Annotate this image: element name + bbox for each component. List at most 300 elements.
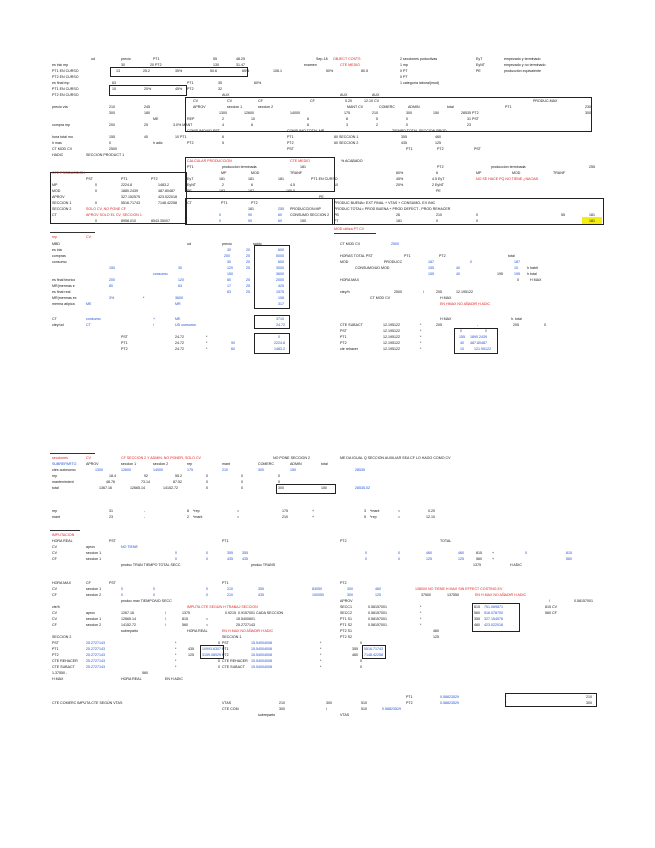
sheet-cell: 0 bbox=[406, 123, 408, 127]
sheet-cell: = bbox=[237, 515, 240, 519]
sheet-cell: TRANF bbox=[553, 171, 565, 175]
sheet-cell: H MAX bbox=[530, 278, 542, 282]
sheet-cell: 0.58157001 bbox=[574, 599, 593, 603]
sheet-cell: 80.5 bbox=[361, 69, 368, 73]
sheet-cell: 25 bbox=[246, 284, 250, 288]
sheet-cell: % ACABADO bbox=[341, 159, 363, 163]
sheet-cell: PE bbox=[319, 195, 324, 199]
sheet-cell: 25.2727143 bbox=[86, 665, 105, 669]
sheet-cell: CT MOD CV bbox=[340, 242, 361, 246]
sheet-cell: 15.54004008 bbox=[251, 647, 272, 651]
sheet-cell: PT1 EN CURSO bbox=[52, 69, 79, 73]
sheet-cell: 87.52 bbox=[173, 480, 182, 484]
sheet-cell: MOD bbox=[340, 260, 349, 264]
sheet-cell: 181 bbox=[589, 213, 595, 217]
sheet-cell: 181 bbox=[219, 177, 225, 181]
sheet-cell: 1890.2439 bbox=[470, 335, 487, 339]
sheet-cell: 60 SECCION 2 bbox=[334, 141, 359, 145]
sheet-cell: 60% bbox=[396, 171, 404, 175]
sheet-cell: 48.76 bbox=[106, 480, 115, 484]
sheet-cell: / bbox=[549, 599, 550, 603]
sheet-cell: 13 bbox=[116, 69, 120, 73]
sheet-cell: examen bbox=[304, 63, 317, 67]
sheet-cell: seccion 2 bbox=[86, 623, 102, 627]
sheet-cell: * bbox=[505, 701, 507, 705]
sheet-cell: 60 bbox=[231, 347, 235, 351]
sheet-cell: 185.5 bbox=[286, 189, 295, 193]
sheet-cell: 30 bbox=[178, 266, 182, 270]
sheet-cell: 1375 bbox=[473, 563, 481, 567]
sheet-cell: / bbox=[165, 623, 166, 627]
sheet-cell: 0 bbox=[485, 329, 487, 333]
sheet-cell: seccion 2 bbox=[86, 593, 102, 597]
sheet-cell: 435 bbox=[258, 593, 264, 597]
sheet-cell: ME bbox=[175, 317, 181, 321]
sheet-cell: consumo bbox=[86, 317, 101, 321]
sheet-cell: PT1 S2 bbox=[340, 623, 352, 627]
sheet-cell: 460 bbox=[458, 551, 464, 555]
sheet-cell: 0.58823529 bbox=[440, 701, 459, 705]
sheet-cell: 2224.8 bbox=[274, 341, 285, 345]
sheet-cell: 12.195122 bbox=[383, 341, 400, 345]
sheet-cell: * bbox=[175, 659, 177, 663]
sheet-cell: 300 bbox=[258, 468, 264, 472]
sheet-cell: 300 bbox=[347, 593, 353, 597]
sheet-cell: 510 bbox=[361, 701, 367, 705]
sheet-cell: PT2 bbox=[121, 347, 128, 351]
sheet-cell: 2500 bbox=[109, 147, 117, 151]
divider bbox=[334, 233, 376, 234]
sheet-cell: 0 bbox=[476, 213, 478, 217]
sheet-cell: 181 bbox=[396, 219, 402, 223]
sheet-cell: + bbox=[312, 509, 315, 513]
sheet-cell: SECCION PRODUCT 1 bbox=[86, 153, 125, 157]
sheet-cell: 18.4 bbox=[109, 474, 116, 478]
sheet-cell: 210 bbox=[586, 695, 592, 699]
sheet-cell: 2500 bbox=[391, 242, 399, 246]
sheet-cell: 25 bbox=[246, 266, 250, 270]
sheet-cell: 10 bbox=[334, 183, 338, 187]
sheet-cell: 60 bbox=[278, 219, 282, 223]
sheet-cell: PST bbox=[121, 335, 128, 339]
sheet-cell: 560 bbox=[476, 557, 482, 561]
sheet-cell: 1483.2 bbox=[274, 347, 285, 351]
sheet-cell: REP bbox=[187, 117, 195, 121]
sheet-cell: MP bbox=[221, 171, 227, 175]
sheet-cell: 210 bbox=[279, 701, 285, 705]
sheet-cell: PT1 bbox=[222, 581, 229, 585]
sheet-cell: PT1 bbox=[153, 57, 160, 61]
sheet-cell: 35 bbox=[218, 81, 222, 85]
sheet-cell: h adic bbox=[153, 141, 163, 145]
sheet-cell: 175 bbox=[344, 111, 350, 115]
sheet-cell: * bbox=[206, 335, 208, 339]
sheet-cell: 3600 bbox=[276, 272, 284, 276]
sheet-cell: CTE MEDIO bbox=[340, 63, 360, 67]
sheet-cell: * bbox=[206, 341, 208, 345]
sheet-cell: 181 bbox=[589, 219, 595, 223]
sheet-cell: 0 bbox=[175, 551, 177, 555]
sheet-cell: ADMIN bbox=[408, 105, 420, 109]
sheet-cell: H MAX bbox=[52, 677, 64, 681]
sheet-cell: CONSUMO/UD PST bbox=[187, 129, 220, 133]
sheet-cell: 560 bbox=[142, 671, 148, 675]
sheet-cell: = bbox=[237, 509, 240, 513]
sheet-cell: * bbox=[420, 335, 422, 339]
sheet-cell: 8543.35007 bbox=[151, 219, 170, 223]
sheet-cell: compra mp bbox=[52, 123, 70, 127]
sheet-cell: CONSUMO/UD MOD bbox=[355, 266, 390, 270]
sheet-cell: produccion terminada bbox=[491, 165, 526, 169]
sheet-cell: ME bbox=[86, 302, 92, 306]
sheet-cell: 0 PT bbox=[400, 69, 408, 73]
sheet-cell: 435 bbox=[401, 141, 407, 145]
sheet-cell: / bbox=[423, 290, 424, 294]
sheet-cell: 90 bbox=[248, 219, 252, 223]
sheet-cell: 3159.08929 bbox=[202, 653, 221, 657]
sheet-cell: 0.58157001 bbox=[368, 623, 387, 627]
sheet-cell: 181 bbox=[278, 177, 284, 181]
sheet-cell: 300 bbox=[585, 111, 591, 115]
sheet-cell: es inic bbox=[52, 248, 63, 252]
sheet-cell: 317 bbox=[278, 302, 284, 306]
sheet-cell: 150 bbox=[227, 272, 233, 276]
sheet-cell: PT1 bbox=[340, 335, 347, 339]
sheet-cell: HORA MAX bbox=[52, 581, 71, 585]
sheet-cell: PT2 bbox=[222, 653, 229, 657]
sheet-cell: 15.54004008 bbox=[251, 659, 272, 663]
sheet-cell: 0 bbox=[278, 480, 280, 484]
sheet-cell: 23 bbox=[109, 515, 113, 519]
table-border bbox=[505, 693, 597, 707]
sheet-cell: 1483.2 bbox=[158, 183, 169, 187]
sheet-cell: 180 bbox=[144, 111, 150, 115]
sheet-cell: total bbox=[447, 105, 454, 109]
sheet-cell: 25.2 bbox=[143, 69, 150, 73]
sheet-cell: HORA REAL bbox=[121, 677, 142, 681]
sheet-cell: PRODUCCION MP bbox=[290, 207, 321, 211]
sheet-cell: 24.72 bbox=[276, 323, 285, 327]
sheet-cell: CTE PRODUCCION bbox=[52, 171, 85, 175]
sheet-cell: seccion 1 bbox=[121, 462, 137, 466]
sheet-cell: PT1 bbox=[505, 105, 512, 109]
sheet-cell: PE bbox=[187, 189, 192, 193]
sheet-cell: producción equivalente bbox=[504, 69, 541, 73]
sheet-cell: 0.20 bbox=[428, 509, 435, 513]
sheet-cell: 23 bbox=[467, 123, 471, 127]
sheet-cell: * bbox=[175, 665, 177, 669]
sheet-cell: 40 bbox=[460, 341, 464, 345]
sheet-cell: * bbox=[206, 347, 208, 351]
sheet-cell: PT2 bbox=[52, 653, 59, 657]
sheet-cell: 0 bbox=[219, 213, 221, 217]
sheet-cell: SECCION 2 bbox=[52, 207, 72, 211]
sheet-cell: 73.14 bbox=[141, 480, 150, 484]
sheet-cell: 12.10 CV bbox=[364, 99, 379, 103]
sheet-cell: 25 bbox=[246, 278, 250, 282]
sheet-cell: aprov bbox=[86, 545, 95, 549]
sheet-cell: PRODUC BUENA= EXT FINAL + VTAS + CONSUMO- EX INIC bbox=[334, 201, 436, 205]
sheet-cell: + bbox=[492, 551, 495, 555]
sheet-cell: 210 bbox=[282, 515, 288, 519]
sheet-cell: h habit bbox=[527, 266, 538, 270]
sheet-cell: 5 bbox=[364, 515, 366, 519]
sheet-cell: CTE REHACER bbox=[222, 659, 248, 663]
sheet-cell: total bbox=[52, 486, 59, 490]
sheet-cell: 35% bbox=[175, 69, 183, 73]
sheet-cell: CV bbox=[86, 456, 91, 460]
sheet-cell: PST bbox=[340, 329, 347, 333]
sheet-cell: AUX bbox=[222, 93, 230, 97]
sheet-cell: 15.5400601 bbox=[236, 617, 255, 621]
sheet-cell: 423.022018 bbox=[158, 195, 177, 199]
sheet-cell: PST bbox=[287, 147, 294, 151]
sheet-cell: 8 bbox=[346, 117, 348, 121]
sheet-cell: + bbox=[153, 317, 156, 321]
sheet-cell: 200 bbox=[224, 254, 230, 258]
sheet-cell: 300 bbox=[406, 111, 412, 115]
sheet-cell: PT1 bbox=[287, 135, 294, 139]
sheet-cell: 30 bbox=[227, 260, 231, 264]
sheet-cell: 187 bbox=[248, 189, 254, 193]
sheet-cell: PST bbox=[52, 641, 59, 645]
sheet-cell: SECCION 1 bbox=[52, 201, 72, 205]
sheet-cell: 5000 bbox=[276, 254, 284, 258]
sheet-cell: PT1 EN CURSO bbox=[52, 87, 79, 91]
sheet-cell: 5 bbox=[222, 141, 224, 145]
sheet-cell: 560 bbox=[566, 557, 572, 561]
sheet-cell: = bbox=[206, 623, 209, 627]
sheet-cell: CTE REHACER bbox=[52, 659, 78, 663]
sheet-cell: APROV bbox=[52, 195, 65, 199]
sheet-cell: 210 bbox=[372, 111, 378, 115]
sheet-cell: 10 bbox=[112, 87, 116, 91]
sheet-cell: ME bbox=[153, 117, 159, 121]
sheet-cell: 1880.2439 bbox=[121, 189, 138, 193]
sheet-cell: 150 bbox=[109, 266, 115, 270]
sheet-cell: 200 bbox=[109, 123, 115, 127]
sheet-cell: 0 bbox=[365, 551, 367, 555]
sheet-cell: 0.58823529 bbox=[382, 707, 401, 711]
sheet-cell: 150 bbox=[290, 468, 296, 472]
sheet-cell: 487.80487 bbox=[158, 189, 175, 193]
sheet-cell: 205 bbox=[436, 323, 442, 327]
sheet-cell: 108 bbox=[278, 296, 284, 300]
sheet-cell: 25 bbox=[246, 254, 250, 258]
sheet-cell: PB bbox=[334, 213, 339, 217]
sheet-cell: 0 bbox=[206, 593, 208, 597]
sheet-cell: APROV bbox=[193, 105, 206, 109]
sheet-cell: EN HMAX NO AÑADIR H ADIC bbox=[440, 302, 491, 306]
sheet-cell: 1 categoría laboral(mod) bbox=[400, 81, 440, 85]
sheet-cell: consumo bbox=[153, 272, 168, 276]
sheet-cell: MBD bbox=[52, 242, 60, 246]
sheet-cell: 155 bbox=[428, 266, 434, 270]
sheet-cell: 210 bbox=[222, 468, 228, 472]
sheet-cell: *mant bbox=[370, 509, 380, 513]
sheet-cell: PT1 bbox=[221, 201, 228, 205]
sheet-cell: 65% bbox=[242, 69, 250, 73]
sheet-cell: 751.089871 bbox=[484, 605, 503, 609]
sheet-cell: 1 mp bbox=[400, 63, 408, 67]
sheet-cell: 24.72 bbox=[175, 341, 184, 345]
sheet-cell: TRANF bbox=[290, 171, 302, 175]
sheet-cell: PST bbox=[222, 641, 229, 645]
sheet-cell: 181 bbox=[248, 207, 254, 211]
sheet-cell: seccion 1 bbox=[86, 557, 102, 561]
sheet-cell: 125 bbox=[375, 593, 381, 597]
sheet-cell: 25.2727143 bbox=[86, 647, 105, 651]
sheet-cell: 0 bbox=[95, 189, 97, 193]
sheet-cell: 12.195122 bbox=[383, 329, 400, 333]
sheet-cell: 14000 bbox=[153, 468, 163, 472]
sheet-cell: 0 bbox=[517, 278, 519, 282]
sheet-cell: EyT bbox=[476, 57, 483, 61]
sheet-cell: CT bbox=[52, 213, 57, 217]
sheet-cell: - bbox=[477, 323, 479, 327]
sheet-cell: seccion 1 bbox=[86, 617, 102, 621]
sheet-cell: 0 PT bbox=[400, 75, 408, 79]
sheet-cell: * bbox=[320, 647, 322, 651]
sheet-cell: 138000 NO TIENE H MAX SIN EFFECT COSTING EV bbox=[415, 587, 503, 591]
sheet-cell: PT2 bbox=[406, 701, 413, 705]
sheet-cell: CV bbox=[52, 617, 57, 621]
sheet-cell: 0 bbox=[206, 557, 208, 561]
sheet-cell: 14152.72 bbox=[121, 623, 136, 627]
sheet-cell: 0 bbox=[218, 641, 220, 645]
sheet-cell: SECCION 2 bbox=[52, 635, 72, 639]
sheet-cell: * bbox=[320, 641, 322, 645]
sheet-cell: 2500 bbox=[394, 290, 402, 294]
sheet-cell: 355 bbox=[227, 551, 233, 555]
sheet-cell: HORAS TOTAL PST bbox=[340, 254, 373, 258]
sheet-cell: SOLO CV, NO PONE CF bbox=[86, 207, 127, 211]
sheet-cell: 20 bbox=[246, 248, 250, 252]
sheet-cell: subreparto bbox=[258, 713, 276, 717]
sheet-cell: PST bbox=[86, 177, 93, 181]
sheet-cell: 106.1 bbox=[273, 69, 282, 73]
sheet-cell: CV bbox=[52, 587, 57, 591]
divider bbox=[50, 232, 95, 233]
sheet-cell: CTE SUBACT bbox=[222, 665, 245, 669]
sheet-cell: * bbox=[175, 653, 177, 657]
sheet-cell: PT2 EN CURSO bbox=[52, 75, 79, 79]
sheet-cell: TOTAL bbox=[440, 539, 452, 543]
sheet-cell: 560 CF bbox=[545, 611, 557, 615]
sheet-cell: mantenimient bbox=[52, 480, 74, 484]
sheet-cell: 31 PST bbox=[467, 117, 479, 121]
sheet-cell: / bbox=[165, 617, 166, 621]
sheet-cell: UD consumo bbox=[175, 323, 196, 327]
sheet-cell: PT1 bbox=[121, 177, 128, 181]
sheet-cell: 10993.6307 bbox=[202, 647, 221, 651]
sheet-cell: 195 bbox=[497, 272, 503, 276]
sheet-cell: 195 bbox=[514, 272, 520, 276]
sheet-cell: * bbox=[420, 329, 422, 333]
sheet-cell: hora total mo bbox=[52, 135, 73, 139]
sheet-cell: 0 bbox=[109, 141, 111, 145]
sheet-cell: 3 bbox=[346, 123, 348, 127]
sheet-cell: TIEMPO TOTAL SECCION PROD bbox=[392, 129, 447, 133]
sheet-cell: 37500 bbox=[421, 593, 431, 597]
sheet-cell: MANT CV bbox=[347, 105, 364, 109]
sheet-cell: 137550 bbox=[447, 593, 459, 597]
sheet-cell: CONSUMO SECCION 2 bbox=[290, 213, 330, 217]
sheet-cell: 1300 bbox=[95, 468, 103, 472]
sheet-cell: consumo bbox=[52, 260, 67, 264]
sheet-cell: PT1 EN CURSO bbox=[311, 177, 338, 181]
sheet-cell: 100050 bbox=[312, 593, 324, 597]
sheet-cell: HORA REAL bbox=[187, 629, 208, 633]
sheet-cell: CV bbox=[227, 99, 232, 103]
sheet-cell: h mas bbox=[52, 141, 62, 145]
sheet-cell: * bbox=[320, 659, 322, 663]
sheet-cell: 435 bbox=[227, 557, 233, 561]
sheet-cell: PT1 bbox=[406, 147, 413, 151]
sheet-cell: MR(mermas ex bbox=[52, 296, 77, 300]
sheet-cell: APROV SOLO EL CV, SECCION 1 bbox=[86, 213, 142, 217]
sheet-cell: H ADIC bbox=[510, 563, 522, 567]
sheet-cell: 25.2727143 bbox=[86, 659, 105, 663]
sheet-cell: 460 bbox=[433, 629, 439, 633]
sheet-cell: seccion 2 bbox=[153, 462, 169, 466]
sheet-cell: 40 bbox=[144, 135, 148, 139]
sheet-cell: 560 bbox=[474, 611, 480, 615]
sheet-cell: 0 bbox=[95, 219, 97, 223]
sheet-cell: 255 bbox=[589, 165, 595, 169]
sheet-cell: * bbox=[420, 347, 422, 351]
sheet-cell: 460 bbox=[352, 653, 358, 657]
sheet-cell: 423.022018 bbox=[484, 623, 503, 627]
sheet-cell: 2 bbox=[376, 123, 378, 127]
sheet-cell: PT2 bbox=[287, 141, 294, 145]
sheet-cell: 255 bbox=[278, 207, 284, 211]
sheet-cell: 4.5 EyT bbox=[432, 177, 445, 181]
sheet-cell: 0 bbox=[95, 201, 97, 205]
sheet-cell: 0 bbox=[436, 219, 438, 223]
sheet-cell: NO SE HACE PQ NO TIENE ¿NACAB bbox=[476, 177, 538, 181]
sheet-cell: + bbox=[312, 515, 315, 519]
sheet-cell: 55 bbox=[561, 213, 565, 217]
sheet-cell: 40 bbox=[456, 266, 460, 270]
sheet-cell: 0 bbox=[365, 557, 367, 561]
sheet-cell: 150 bbox=[433, 111, 439, 115]
sheet-cell: 150 bbox=[300, 219, 306, 223]
sheet-cell: 0 bbox=[241, 486, 243, 490]
sheet-cell: 0 bbox=[476, 219, 478, 223]
sheet-cell: mant bbox=[222, 462, 230, 466]
sheet-cell: 210 bbox=[436, 213, 442, 217]
sheet-cell: SECCION 1 bbox=[222, 635, 242, 639]
sheet-cell: 120 bbox=[227, 266, 233, 270]
sheet-cell: 815 bbox=[566, 551, 572, 555]
sheet-cell: produc TRANS bbox=[251, 563, 276, 567]
sheet-cell: 125 bbox=[435, 141, 441, 145]
sheet-cell: 121.95122 bbox=[474, 347, 491, 351]
sheet-cell: 24.72 bbox=[175, 347, 184, 351]
sheet-cell: 0 bbox=[206, 587, 208, 591]
sheet-cell: 3600 bbox=[175, 296, 183, 300]
sheet-cell: 7148.42258 bbox=[364, 653, 383, 657]
sheet-cell: 63 bbox=[178, 284, 182, 288]
sheet-cell: 25 bbox=[246, 290, 250, 294]
sheet-cell: 460 bbox=[435, 135, 441, 139]
sheet-cell: ctes autonomo bbox=[52, 468, 76, 472]
sheet-cell: es final teorico bbox=[52, 278, 76, 282]
sheet-cell: 32 bbox=[218, 87, 222, 91]
sheet-cell: subreparto bbox=[121, 629, 139, 633]
sheet-cell: 83050 bbox=[312, 587, 322, 591]
